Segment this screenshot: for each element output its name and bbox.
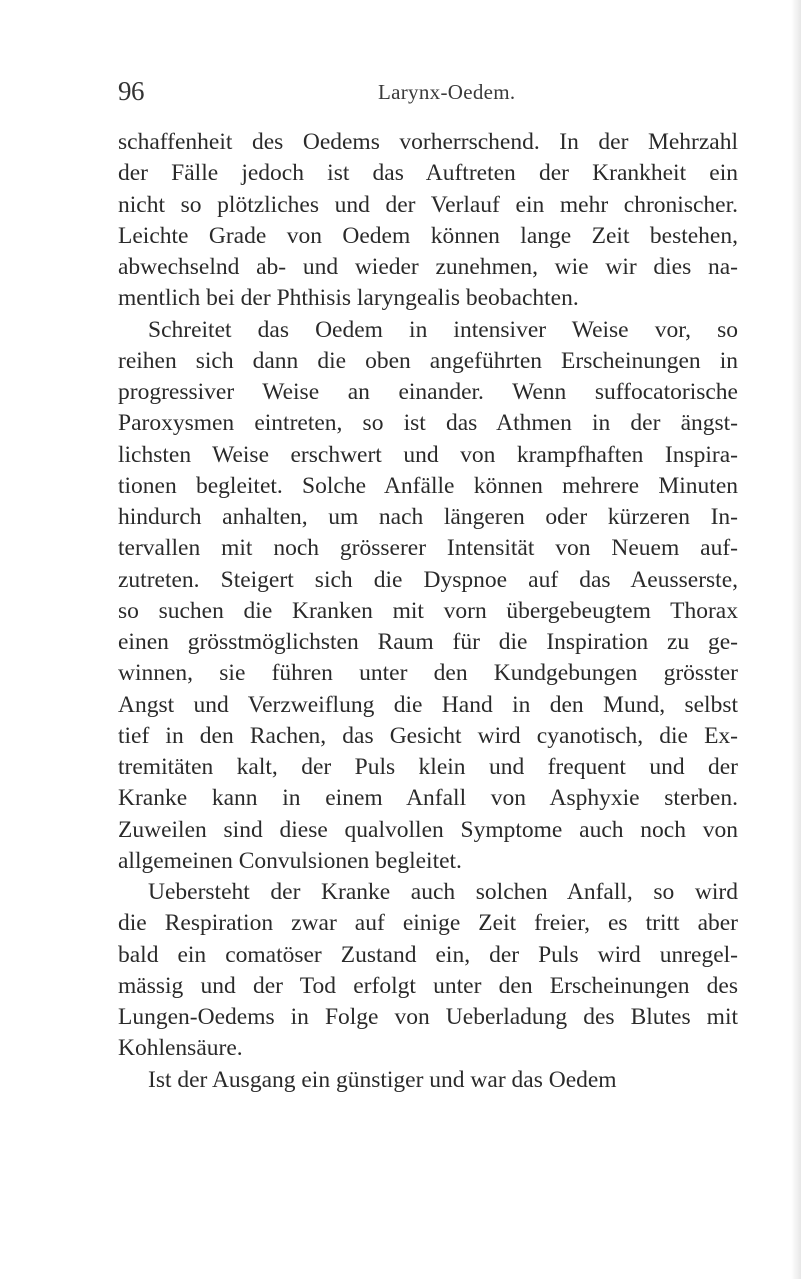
text-line: winnen, sie führen unter den Kundgebungen grösster <box>118 660 738 687</box>
text-line: Kranke kann in einem Anfall von Asphyxie sterben. <box>118 785 738 812</box>
text-line: progressiver Weise an einander. Wenn suffocatorische <box>118 379 738 405</box>
text-line: Uebersteht der Kranke auch solchen Anfall, so wird <box>148 879 738 905</box>
text-line: abwechselnd ab- und wieder zunehmen, wie wir dies na- <box>118 254 738 280</box>
text-line: Schreitet das Oedem in intensiver Weise vor, so <box>148 316 738 343</box>
text-line: Paroxysmen eintreten, so ist das Athmen in der ängst- <box>118 410 738 437</box>
text-line: hindurch anhalten, um nach längeren oder kürzeren In- <box>118 504 738 530</box>
text-line: Lungen-Oedems in Folge von Ueberladung des Blutes mit <box>118 1004 738 1030</box>
text-line: der Fälle jedoch ist das Auftreten der Krankheit ein <box>118 160 738 187</box>
text-line: zutreten. Steigert sich die Dyspnoe auf das Aeusserste, <box>118 566 738 593</box>
text-line: bald ein comatöser Zustand ein, der Puls wird unregel- <box>118 941 738 968</box>
text-line: tionen begleitet. Solche Anfälle können mehrere Minuten <box>118 472 738 499</box>
text-line: so suchen die Kranken mit vorn übergebeugtem Thorax <box>118 597 738 624</box>
text-line: tief in den Rachen, das Gesicht wird cyanotisch, die Ex- <box>118 722 738 749</box>
text-line: tervallen mit noch grösserer Intensität von Neuem auf- <box>118 535 738 562</box>
text-line: einen grösstmöglichsten Raum für die Inspiration zu ge- <box>118 629 738 655</box>
page-edge-shadow <box>791 0 801 1279</box>
running-head: Larynx-Oedem. <box>378 80 516 104</box>
text-line: Leichte Grade von Oedem können lange Zeit bestehen, <box>118 222 738 249</box>
text-line: allgemeinen Convulsionen begleitet. <box>118 847 462 874</box>
page-number: 96 <box>118 76 144 106</box>
body-text <box>118 127 738 1096</box>
text-line: Angst und Verzweiflung die Hand in den Mund, selbst <box>118 691 738 718</box>
text-line: nicht so plötzliches und der Verlauf ein mehr chronischer. <box>118 191 738 218</box>
text-line: reihen sich dann die oben angeführten Erscheinungen in <box>118 347 738 374</box>
text-line: Ist der Ausgang ein günstiger und war das Oedem <box>148 1066 617 1093</box>
text-line: schaffenheit des Oedems vorherrschend. In der Mehrzahl <box>118 129 738 155</box>
text-line: tremitäten kalt, der Puls klein und frequent und der <box>118 754 738 780</box>
text-line: lichsten Weise erschwert und von krampfhaften Inspira- <box>118 441 738 468</box>
text-line: Kohlensäure. <box>118 1035 243 1062</box>
text-line: die Respiration zwar auf einige Zeit freier, es tritt aber <box>118 910 738 937</box>
text-line: Zuweilen sind diese qualvollen Symptome auch noch von <box>118 816 738 843</box>
page-header <box>118 76 738 112</box>
text-line: mentlich bei der Phthisis laryngealis beobachten. <box>118 285 579 312</box>
text-line: mässig und der Tod erfolgt unter den Erscheinungen des <box>118 972 738 999</box>
